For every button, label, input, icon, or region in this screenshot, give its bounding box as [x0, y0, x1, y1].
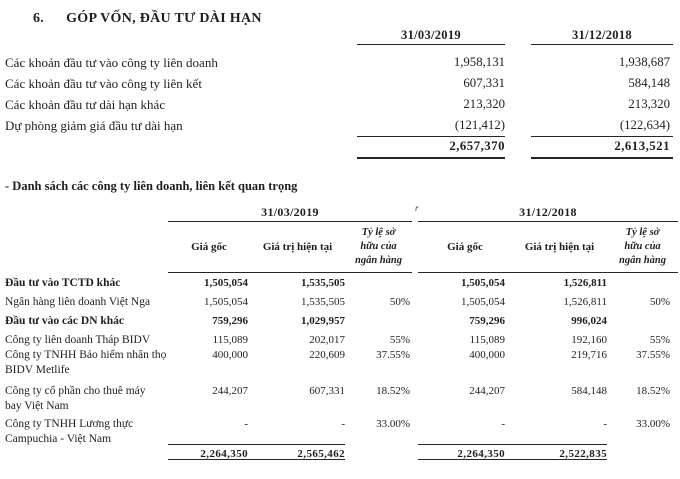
- current-2018: 996,024: [571, 315, 607, 327]
- value-2019: 213,320: [463, 97, 505, 111]
- ownership-2019: 55%: [389, 334, 410, 346]
- table-row: [5, 330, 678, 345]
- row-label: Các khoản đầu tư vào công ty liên kết: [5, 76, 202, 91]
- cost-2019: -: [244, 418, 248, 430]
- group-header-2018: 31/12/2018: [418, 203, 678, 222]
- cost-2018: 115,089: [469, 334, 505, 346]
- row-label: Công ty TNHH Lương thực Campuchia - Việt Nam: [5, 418, 134, 445]
- section-number: 6.: [33, 11, 45, 26]
- row-label: Dự phòng giảm giá đầu tư dài hạn: [5, 118, 183, 133]
- cost-2018: -: [501, 418, 505, 430]
- value-2018: 584,148: [628, 76, 670, 90]
- subheader-cost-2019: Giá gốc: [168, 222, 250, 273]
- ownership-2019: 50%: [389, 296, 410, 308]
- summary-total-row: [5, 136, 673, 157]
- current-2018: 1,526,811: [563, 296, 607, 308]
- cost-2019: 1,505,054: [204, 296, 248, 308]
- ownership-2018: 33.00%: [636, 418, 670, 430]
- table-row: [5, 381, 678, 414]
- total-2019: 2,657,370: [357, 136, 505, 159]
- ownership-2018: 37.55%: [636, 349, 670, 361]
- cost-2019: 400,000: [212, 349, 248, 361]
- row-label: Công ty cổ phần cho thuê máy bay Việt Nam: [5, 385, 146, 412]
- ownership-2019: 33.00%: [376, 418, 410, 430]
- value-2019: 607,331: [463, 76, 505, 90]
- column-header-2018: 31/12/2018: [531, 28, 673, 45]
- table-row: [5, 273, 678, 292]
- section-title: GÓP VỐN, ĐẦU TƯ DÀI HẠN: [66, 11, 262, 26]
- cost-2019: 1,505,054: [204, 277, 248, 289]
- value-2019: 1,958,131: [453, 55, 505, 69]
- subheader-current-2019: Giá trị hiện tại: [250, 222, 345, 273]
- table-row: [5, 345, 678, 381]
- row-label: Các khoản đầu tư vào công ty liên doanh: [5, 55, 218, 70]
- total-cost-2018: 2,264,350: [418, 444, 512, 460]
- row-label: Các khoản đầu tư dài hạn khác: [5, 97, 166, 112]
- total-current-2019: 2,565,462: [250, 444, 345, 460]
- cost-2019: 115,089: [212, 334, 248, 346]
- subheader-current-2018: Giá trị hiện tại: [512, 222, 607, 273]
- group-header-2019: 31/03/2019: [168, 203, 412, 222]
- current-2019: 220,609: [309, 349, 345, 361]
- table-row: [5, 292, 678, 311]
- cost-2018: 400,000: [469, 349, 505, 361]
- scan-artifact: r: [415, 203, 419, 213]
- current-2019: 1,535,505: [301, 296, 345, 308]
- subheader-ownership-2019: Tỷ lệ sở hữu của ngân hàng: [345, 222, 412, 273]
- ownership-2018: 18.52%: [636, 385, 670, 397]
- total-current-2018: 2,522,835: [512, 444, 607, 460]
- summary-header-row: [5, 28, 673, 45]
- cost-2019: 759,296: [212, 315, 248, 327]
- ownership-2018: 50%: [649, 296, 670, 308]
- ownership-2019: 18.52%: [376, 385, 410, 397]
- row-label: Ngân hàng liên doanh Việt Nga: [5, 296, 151, 308]
- cost-2018: 1,505,054: [461, 277, 505, 289]
- current-2018: 1,526,811: [563, 277, 607, 289]
- current-2019: -: [341, 418, 345, 430]
- section-heading: [33, 11, 262, 27]
- sub-header-row: [5, 222, 678, 273]
- current-2018: 584,148: [571, 385, 607, 397]
- cost-2019: 244,207: [212, 385, 248, 397]
- subheader-cost-2018: Giá gốc: [418, 222, 512, 273]
- table-row: [5, 94, 673, 115]
- row-label: Công ty TNHH Bảo hiểm nhân thọ BIDV Metlife: [5, 349, 167, 376]
- summary-table: [5, 28, 673, 157]
- value-2019: (121,412): [357, 115, 505, 137]
- cost-2018: 244,207: [469, 385, 505, 397]
- column-header-2019: 31/03/2019: [357, 28, 505, 45]
- table-row: [5, 73, 673, 94]
- value-2018: (122,634): [531, 115, 673, 137]
- row-label: Đầu tư vào các DN khác: [5, 315, 125, 327]
- cost-2018: 759,296: [469, 315, 505, 327]
- current-2018: 219,716: [571, 349, 607, 361]
- current-2019: 202,017: [309, 334, 345, 346]
- current-2018: -: [603, 418, 607, 430]
- subheader-ownership-2018: Tỷ lệ sở hữu của ngân hàng: [607, 222, 678, 273]
- detail-table: [5, 203, 678, 460]
- ownership-2019: 37.55%: [376, 349, 410, 361]
- table-row: [5, 311, 678, 330]
- current-2018: 192,160: [571, 334, 607, 346]
- cost-2018: 1,505,054: [461, 296, 505, 308]
- current-2019: 1,535,505: [301, 277, 345, 289]
- table-row: [5, 52, 673, 73]
- list-subtitle: - Danh sách các công ty liên doanh, liên kết quan trọng: [5, 179, 298, 193]
- row-label: Công ty liên doanh Tháp BIDV: [5, 334, 151, 346]
- value-2018: 1,938,687: [618, 55, 670, 69]
- current-2019: 607,331: [309, 385, 345, 397]
- group-header-row: [5, 203, 678, 222]
- ownership-2018: 55%: [649, 334, 670, 346]
- table-row: [5, 115, 673, 136]
- value-2018: 213,320: [628, 97, 670, 111]
- current-2019: 1,029,957: [301, 315, 345, 327]
- total-2018: 2,613,521: [531, 136, 673, 159]
- row-label: Đầu tư vào TCTD khác: [5, 277, 121, 289]
- table-row: [5, 414, 678, 445]
- total-cost-2019: 2,264,350: [168, 444, 250, 460]
